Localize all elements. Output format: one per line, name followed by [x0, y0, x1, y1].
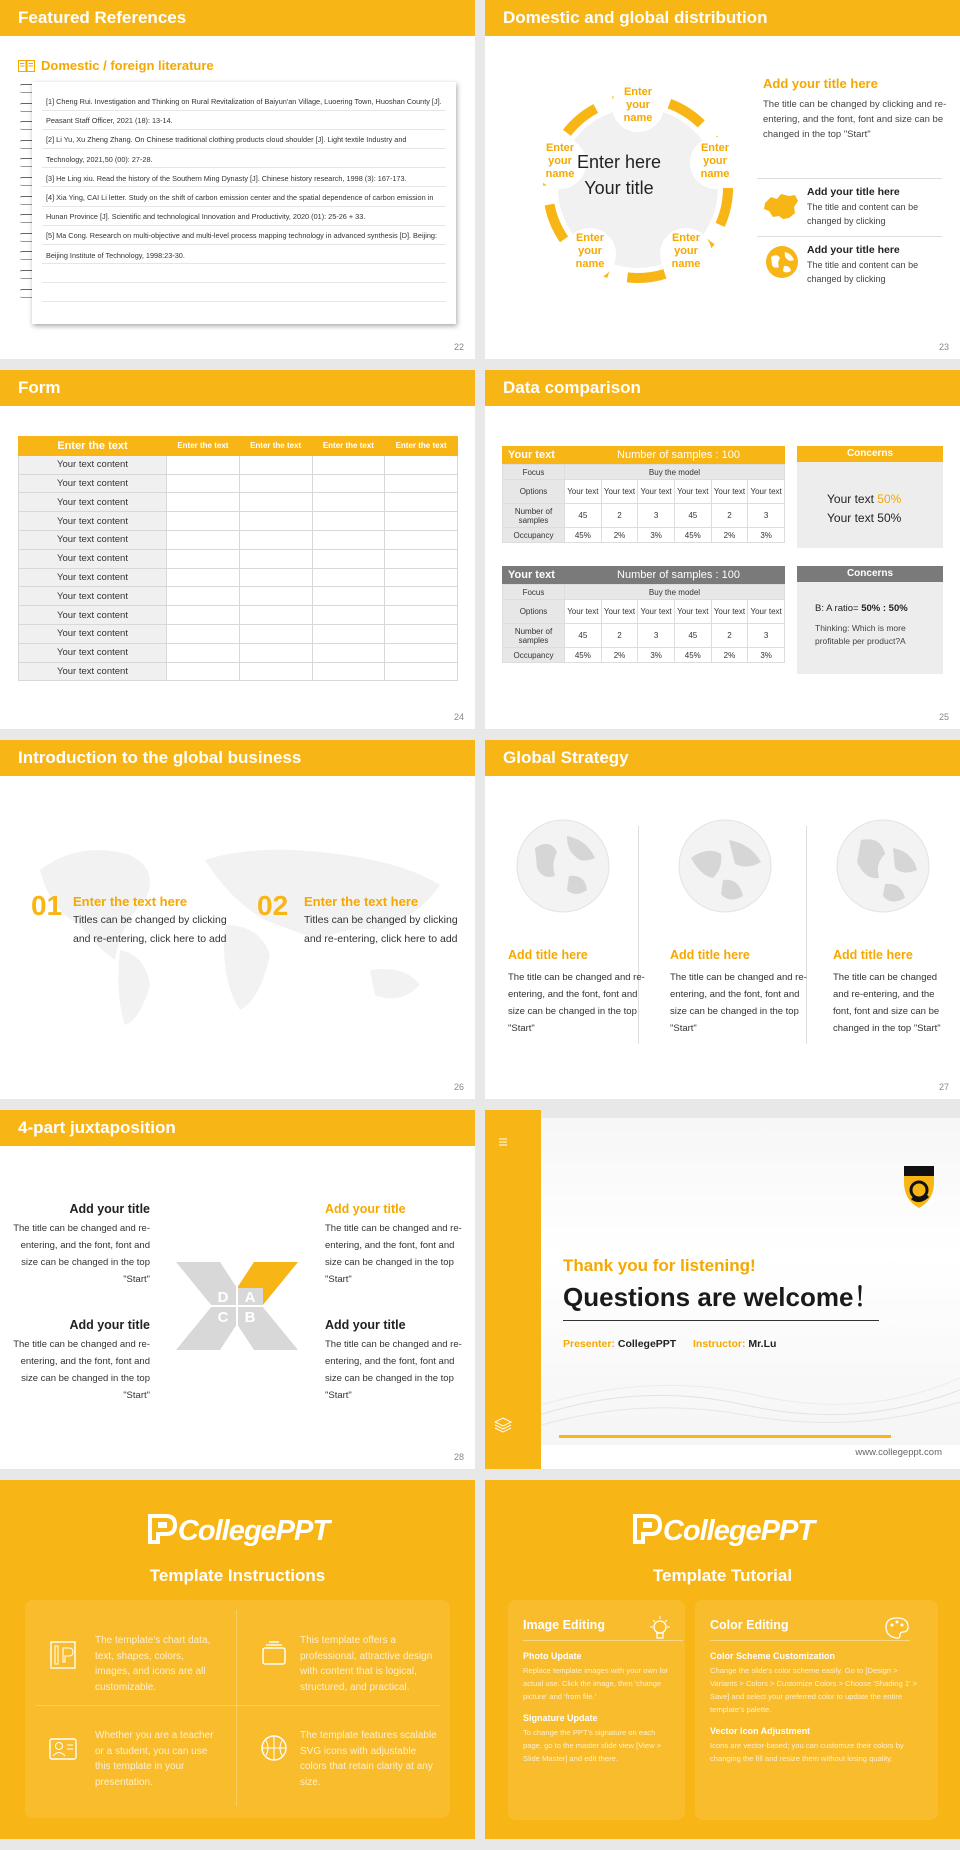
- node-label[interactable]: Enter your name: [671, 232, 701, 270]
- sub-text: Change the slide's color scheme easily. Go to [Design > Variants > Colors > Customize Colors > Choose 'Shading 1' > Save] and select your preferred color to update the entire template's palette.: [710, 1666, 918, 1714]
- strategy-column: [670, 948, 810, 1037]
- chart-doc-icon: [49, 1640, 77, 1670]
- form-table: [18, 436, 458, 681]
- reference-item: [3] He Ling xiu. Read the history of the Southern Ming Dynasty [J]. Chinese history research, 1998 (3): 167-173.: [46, 173, 407, 183]
- globe-icon: [765, 245, 799, 279]
- item-number: 02: [257, 890, 289, 921]
- block-heading: Add your title: [69, 1202, 150, 1216]
- row-label: Your text content: [19, 549, 167, 568]
- row-label: Your text content: [19, 455, 167, 474]
- table-row[interactable]: [19, 474, 458, 493]
- list-item[interactable]: [757, 178, 942, 232]
- row-label: Your text content: [19, 662, 167, 681]
- slide-22[interactable]: [0, 0, 475, 359]
- item-text: The title and content can be changed by clicking: [807, 260, 919, 284]
- page-number: 22: [453, 342, 464, 352]
- slide-title: Form: [0, 370, 475, 406]
- sub-text: To change the PPT's signature on each page, go to the master slide view [View > Slide Master] and edit there.: [523, 1728, 662, 1763]
- layers-icon: [493, 1416, 513, 1434]
- column-text: The title can be changed and re-entering, and the font, font and size can be changed in the top "Start": [508, 972, 645, 1034]
- page-number: 23: [938, 342, 949, 352]
- column-heading: Add title here: [833, 948, 913, 962]
- letter-a: A: [244, 1289, 256, 1306]
- block-heading: Add your title: [69, 1318, 150, 1332]
- letter-b: B: [244, 1309, 256, 1326]
- block-text: The title can be changed and re-entering, and the font, font and size can be changed in the top "Start": [13, 1223, 150, 1285]
- website-url[interactable]: www.collegeppt.com: [855, 1447, 942, 1458]
- quad-block: [325, 1318, 465, 1404]
- item-heading: Enter the text here: [304, 894, 419, 909]
- table-header-cell: Enter the text: [385, 437, 458, 456]
- table-header-cell: Enter the text: [239, 437, 312, 456]
- globe-icon: [515, 818, 611, 914]
- table-row[interactable]: [19, 624, 458, 643]
- item-text: Titles can be changed by clicking and re-entering, click here to add: [304, 914, 458, 945]
- table-row[interactable]: [19, 530, 458, 549]
- row-label: Your text content: [19, 512, 167, 531]
- table-row[interactable]: [19, 549, 458, 568]
- literature-heading: Domestic / foreign literature: [18, 58, 214, 73]
- block-heading: Add your title: [325, 1202, 406, 1216]
- reference-item: [5] Ma Cong. Research on multi-objective and multi-level process mapping technology in advanced synthesis [D]. Beijing: Beijing Institute of Technology, 1998:23-30.: [46, 231, 437, 260]
- node-label[interactable]: Enter your name: [623, 86, 653, 124]
- block-desc: The title can be changed by clicking and re-entering, and the font, font and size can be changed in the top "Start": [763, 99, 947, 140]
- slide-27[interactable]: [485, 740, 960, 1099]
- quad-block: [10, 1318, 150, 1404]
- reference-item: [4] Xia Ying, CAI Li letter. Study on the shift of carbon emission center and the spatial dependence of carbon emission in Hunan Province [J]. Scientific and technological Innovation and Productivity, 2020 (01): 25-26 + 33.: [46, 193, 434, 222]
- row-label: Your text content: [19, 643, 167, 662]
- column-heading: Add title here: [508, 948, 588, 962]
- table-row[interactable]: [19, 568, 458, 587]
- table-row[interactable]: [19, 493, 458, 512]
- row-label: Your text content: [19, 587, 167, 606]
- column-text: The title can be changed and re-entering, and the font, font and size can be changed in the top "Start": [670, 972, 807, 1034]
- sub-heading: Signature Update: [523, 1713, 598, 1723]
- row-label: Your text content: [19, 606, 167, 625]
- center-title-1: Enter here: [576, 152, 662, 172]
- comparison-table-1: Your text Number of samples : 100 Focus Buy the model Options Your text Your text Your text Your text Your text Your text Number of samples 45 2 3 45 2 3 Occupancy 45% 2% 3% 45% 2% 3%: [502, 446, 785, 543]
- page-number: 28: [453, 1452, 464, 1462]
- tutorial-title: Template Tutorial: [652, 1566, 793, 1585]
- card-text: Whether you are a teacher or a student, you can use this template in your presentation.: [95, 1730, 214, 1788]
- item-number: 01: [31, 890, 63, 921]
- right-text-block: [763, 76, 948, 142]
- column-text: The title can be changed and re-entering, and the font, font and size can be changed in the top "Start": [833, 972, 941, 1034]
- slide-title: Introduction to the global business: [0, 740, 475, 776]
- slide-23[interactable]: [485, 0, 960, 359]
- table-row[interactable]: [19, 643, 458, 662]
- lightbulb-icon: [647, 1615, 673, 1643]
- collegeppt-logo: CollegePPT: [0, 1512, 475, 1548]
- menu-icon[interactable]: [498, 1137, 508, 1147]
- card-text: This template offers a professional, attractive design with content that is logical, structured, and practical.: [300, 1635, 433, 1693]
- china-map-icon: [761, 191, 801, 223]
- node-label[interactable]: Enter your name: [545, 142, 575, 180]
- slide-25[interactable]: [485, 370, 960, 729]
- item-heading: Enter the text here: [73, 894, 188, 909]
- presenter-line: Presenter: CollegePPT: [563, 1338, 677, 1350]
- block-text: The title can be changed and re-entering, and the font, font and size can be changed in the top "Start": [13, 1339, 150, 1401]
- list-item[interactable]: [757, 236, 942, 290]
- block-heading: Add your title here: [763, 76, 878, 91]
- item-text: The title and content can be changed by clicking: [807, 202, 919, 226]
- block-text: The title can be changed and re-entering, and the font, font and size can be changed in the top "Start": [325, 1223, 462, 1285]
- sub-text: Replace template images with your own for actual use. Click the image, then 'change picture' and 'from file.': [523, 1666, 669, 1701]
- slide-template-tutorial[interactable]: [485, 1480, 960, 1839]
- item-text: Titles can be changed by clicking and re-entering, click here to add: [73, 914, 227, 945]
- quad-block: [325, 1202, 465, 1288]
- palette-icon: [883, 1615, 911, 1641]
- row-label: Your text content: [19, 474, 167, 493]
- table-header-cell: Enter the text: [19, 437, 167, 456]
- item-title: Add your title here: [807, 244, 900, 256]
- page-number: 24: [453, 712, 464, 722]
- slide-end[interactable]: [485, 1110, 960, 1469]
- node-label[interactable]: Enter your name: [575, 232, 605, 270]
- section-heading: Image Editing: [523, 1618, 605, 1632]
- strategy-column: [833, 948, 953, 1037]
- quad-block: [10, 1202, 150, 1288]
- strategy-column: [508, 948, 648, 1037]
- column-heading: Add title here: [670, 948, 750, 962]
- slide-template-instructions[interactable]: [0, 1480, 475, 1839]
- sub-text: Icons are vector-based; you can customize their colors by changing the fill and resize them without losing quality.: [710, 1741, 904, 1763]
- concerns-title: Concerns: [797, 566, 943, 582]
- slide-title: Data comparison: [485, 370, 960, 406]
- instructor-line: Instructor: Mr.Lu: [693, 1338, 777, 1350]
- row-label: Your text content: [19, 493, 167, 512]
- reference-item: [2] Li Yu, Xu Zheng Zhang. On Chinese traditional clothing products cloud shoulder [J]. Light textile Industry and Technology, 2021,50 (00): 27-28.: [46, 135, 407, 164]
- slide-title: Global Strategy: [485, 740, 960, 776]
- sub-heading: Color Scheme Customization: [710, 1651, 836, 1661]
- section-heading: Color Editing: [710, 1618, 789, 1632]
- thanks-text: Thank you for listening!: [563, 1256, 756, 1275]
- logo-mark-icon: [631, 1512, 663, 1546]
- table-header-cell: Enter the text: [312, 437, 385, 456]
- table-header-cell: Enter the text: [167, 437, 240, 456]
- slide-title: Featured References: [0, 0, 475, 36]
- card-text: The template features scalable SVG icons with adjustable colors that retain clarity at any size.: [300, 1730, 437, 1788]
- page-number: 25: [938, 712, 949, 722]
- center-title-2: Your title: [584, 178, 654, 198]
- sub-heading: Vector Icon Adjustment: [710, 1726, 811, 1736]
- page-number: 26: [453, 1082, 464, 1092]
- x-cross-graphic: [170, 1260, 304, 1352]
- reference-list: [46, 92, 444, 265]
- slide-title: 4-part juxtaposition: [0, 1110, 475, 1146]
- table-title-bar: Your text Number of samples : 100: [502, 446, 785, 464]
- block-text: The title can be changed and re-entering, and the font, font and size can be changed in the top "Start": [325, 1339, 462, 1401]
- letter-c: C: [217, 1309, 229, 1326]
- questions-text: Questions are welcome！: [563, 1282, 880, 1312]
- wave-mesh-decoration: [525, 1360, 960, 1440]
- row-label: Your text content: [19, 530, 167, 549]
- instructions-title: Template Instructions: [149, 1566, 326, 1585]
- comparison-table-2: Your text Number of samples : 100 Focus Buy the model Options Your text Your text Your text Your text Your text Your text Number of samples 45 2 3 45 2 3 Occupancy 45% 2% 3% 45% 2% 3%: [502, 566, 785, 663]
- book-icon: [18, 60, 35, 72]
- table-row[interactable]: [19, 606, 458, 625]
- logo-mark-icon: [146, 1512, 178, 1546]
- table-title-bar: Your text Number of samples : 100: [502, 566, 785, 584]
- table-row[interactable]: [19, 587, 458, 606]
- row-label: Your text content: [19, 624, 167, 643]
- reference-item: [1] Cheng Rui. Investigation and Thinking on Rural Revitalization of Baiyun'an Village, Luoering Town, Huoshan County [J]. Peasant Staff Officer, 2021 (18): 13-14.: [46, 97, 442, 126]
- concerns-card-1: Concerns Your text 50% Your text 50%: [797, 446, 943, 548]
- page-number: 27: [938, 1082, 949, 1092]
- table-header-row: [19, 437, 458, 456]
- globe-icon: [677, 818, 773, 914]
- row-label: Your text content: [19, 568, 167, 587]
- item-title: Add your title here: [807, 186, 900, 198]
- reference-paper: [32, 82, 456, 324]
- user-card-icon: [48, 1735, 78, 1763]
- concerns-card-2: Concerns B: A ratio= 50% : 50% Thinking: Which is more profitable per product?A: [797, 566, 943, 674]
- collegeppt-logo: CollegePPT: [485, 1512, 960, 1548]
- node-label[interactable]: Enter your name: [700, 142, 730, 180]
- table-row[interactable]: [19, 662, 458, 681]
- card-text: The template's chart data, text, shapes, colors, images, and icons are all customizable.: [95, 1635, 211, 1693]
- block-heading: Add your title: [325, 1318, 406, 1332]
- layers-icon: [260, 1640, 288, 1666]
- concerns-title: Concerns: [797, 446, 943, 462]
- sub-heading: Photo Update: [523, 1651, 582, 1661]
- letter-d: D: [217, 1289, 229, 1306]
- slide-title: Domestic and global distribution: [485, 0, 960, 36]
- globe-icon: [835, 818, 931, 914]
- basketball-icon: [260, 1734, 288, 1762]
- table-row[interactable]: [19, 455, 458, 474]
- table-row[interactable]: [19, 512, 458, 531]
- slide-28[interactable]: [0, 1110, 475, 1469]
- university-logo: [900, 1162, 938, 1212]
